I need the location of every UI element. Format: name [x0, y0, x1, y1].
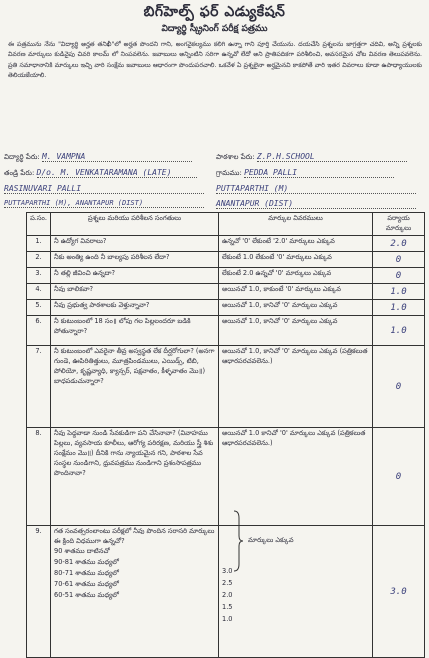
table-header-row: [27, 213, 425, 236]
score-cell: 0: [373, 346, 425, 428]
village-label: గ్రామము: [216, 169, 240, 177]
q9-range: 90 శాతము దాటినచో: [54, 547, 110, 555]
table-row: 4. నీవు బాలికవా? అయినచో 1.0, కాకుంటే '0' మార్కులు ఎక్కువ 1.0: [27, 284, 425, 300]
col-header-question: ప్రశ్నలు మరియు పరిశీలన సంగతులు: [51, 213, 219, 236]
form-title: బిగ్‌హెల్ప్ ఫర్ ఎడ్యుకేషన్: [143, 4, 286, 20]
table-row-q9: 9. గత సంవత్సరంలాంటు పరీక్షలో నీవు పొందిన సరాసరి మార్కులు ఈ క్రింది విధముగా ఉన్నచో? 90 శాతము దాటినచో 90-81 శాతము మధ్యలో 80-71 శాతము మధ్యలో 70-61 శాతము మధ్యలో 60-51 శాతము మధ్యలో 3.0 2.5 2.0 1.5 1.0 3.0: [27, 526, 425, 658]
q9-marks-label: మార్కులు ఎక్కువ: [248, 536, 294, 544]
q9-range: 80-71 శాతము మధ్యలో: [54, 569, 119, 577]
village-row: గ్రామము: PEDDA PALLI: [216, 168, 394, 179]
score-cell: 1.0: [373, 300, 425, 316]
student-name-row: విద్యార్థి పేరు: M. VAMPNA: [4, 152, 192, 163]
school-value: Z.P.H.SCHOOL: [257, 152, 407, 162]
score-cell: 1.0: [373, 316, 425, 346]
score-cell: 0: [373, 428, 425, 526]
table-row: 6. నీ కుటుంబంలో 18 సం॥ లోపు గల పిల్లలందరూ బడికి పోతున్నారా? అయినచో 1.0, కానిచో '0' మార్కులు ఎక్కువ 1.0: [27, 316, 425, 346]
screening-table: [26, 212, 425, 658]
score-cell: 0: [373, 268, 425, 284]
father-value: D/o. M. VENKATARAMANA (LATE): [37, 168, 197, 178]
address-line-2: PUTTAPARTHI (M), ANANTAPUR (DIST): [4, 199, 204, 208]
mandal-row: PUTTAPARTHI (M): [216, 184, 416, 194]
intro-paragraph: ఈ పత్రమును నేను "విద్యార్థి అర్హత తనిఖీ"లో అర్హత పొందని గాని, అంగవైకల్యము కలిగి ఉన్నా గాని పూర్తి చేయును. దయచేసి ప్రశ్నలను జాగ్రత్తగా చదివి, అన్ని ప్రశ్నలకు వివరణ మార్కులు కుడివైపు చివరి కాలమ్ లో నింపవలెను. జవాబులు అన్నింటిని సరిగా ఉన్నవో లేదో అని ప్రాతిపదికగా పరిశీలించి, అవసరమైన చోట వివరణ తెలుపవలెను. ప్రతి సమాధానానికి మార్కులు ఇచ్చి వారి సంక్షేమ జవాబులు ఆధారంగా పొందుపరచాలి. ఒకవేళ ఏ ప్రశ్నలైనా అర్హమైనవి కాకపోతే వారి ఇతర వివరాలు కూడా ఉపాధ్యాయులకు తెలియజేయాలి.: [8, 41, 422, 80]
form-subtitle: విద్యార్థి స్క్రీనింగ్ పరీక్ష పత్రము: [161, 24, 268, 34]
table-row: 1. నీ ఉద్యోగ వివరాలు? ఉన్నచో '0' లేకుంటే '2.0' మార్కులు ఎక్కువ 2.0: [27, 236, 425, 252]
table-row: 3. నీ తల్లి జీవించి ఉన్నదా? లేకుంటే 2.0 ఉన్నచో '0' మార్కులు ఎక్కువ 0: [27, 268, 425, 284]
q9-range: 90-81 శాతము మధ్యలో: [54, 558, 119, 566]
student-name-label: విద్యార్థి పేరు: [4, 153, 38, 161]
col-header-no: ప.సం.: [27, 213, 51, 236]
district-row: ANANTAPUR (DIST): [216, 199, 416, 209]
address-line-1: RASINUVARI PALLI: [4, 184, 204, 194]
father-label: తండ్రి పేరు: [4, 169, 32, 177]
col-header-score: పర్యాయ మార్కులు: [373, 213, 425, 236]
father-row: తండ్రి పేరు: D/o. M. VENKATARAMANA (LATE): [4, 168, 197, 179]
school-row: పాఠశాల పేరు: Z.P.H.SCHOOL: [216, 152, 407, 163]
q9-range-list: [54, 547, 215, 602]
score-cell: 3.0: [373, 526, 425, 658]
table-row: 2. నీకు అంత్యి ఉంది నీ బాల్యపు పరిశీలన లేదా? లేకుంటే 1.0 లేకుంటే '0' మార్కులు ఎక్కువ 0: [27, 252, 425, 268]
q9-range: 70-61 శాతము మధ్యలో: [54, 580, 119, 588]
score-cell: 0: [373, 252, 425, 268]
score-cell: 2.0: [373, 236, 425, 252]
student-name-value: M. VAMPNA: [42, 152, 192, 162]
col-header-marks: మార్కుల వివరములు: [219, 213, 373, 236]
table-row: 8. నీవు పెద్దవాడా నుండి సేవకుడిగా పని చేసినావా? (వివాహము పిల్లలు, వ్యవసాయ కూలీలు, ఆరోగ్య పరిరక్షణ, మరియు స్త్రీ శిశు సంక్షేమం మొ॥) దీనికి గాను న్యాయమైన గని, పాఠశాల సేవ సంస్థల నుండిగాని, ధ్రువపత్రము నుండిగాని ప్రశంసాపత్రము పొందినావా? అయినచో 1.0 కానిచో '0' మార్కులు ఎక్కువ (పత్రికలుత ఆధారపరచవలెను.) 0: [27, 428, 425, 526]
score-cell: 1.0: [373, 284, 425, 300]
table-row: 7. నీ కుటుంబంలో ఎవరైనా తీవ్ర అస్వస్థత లేక దీర్ఘరోగులా? (అనగా గుండె, ఊపిరితిత్తులు, మూత్రపిండములు, ఎయిడ్స్, టిబి, పోలియో, కృష్ణవ్యాధి, క్యాన్సర్, పక్షవాతం, కీళ్ళవాతం మొ॥) బాధపడుచున్నారా? అయినచో 1.0, కానిచో '0' మార్కులు ఎక్కువ (పత్రికలుత ఆధారపరచవలెను.) 0: [27, 346, 425, 428]
table-row: 5. నీవు ప్రభుత్వ పాఠశాలకు వెళ్తున్నావా? అయినచో 1.0, కానిచో '0' మార్కులు ఎక్కువ 1.0: [27, 300, 425, 316]
village-value: PEDDA PALLI: [244, 168, 394, 178]
school-label: పాఠశాల పేరు: [216, 153, 253, 161]
q9-range: 60-51 శాతము మధ్యలో: [54, 591, 119, 599]
q9-question: గత సంవత్సరంలాంటు పరీక్షలో నీవు పొందిన సరాసరి మార్కులు ఈ క్రింది విధముగా ఉన్నచో?: [54, 527, 215, 545]
q9-values: 3.0 2.5 2.0 1.5 1.0: [222, 567, 233, 623]
brace-icon: [232, 510, 244, 572]
